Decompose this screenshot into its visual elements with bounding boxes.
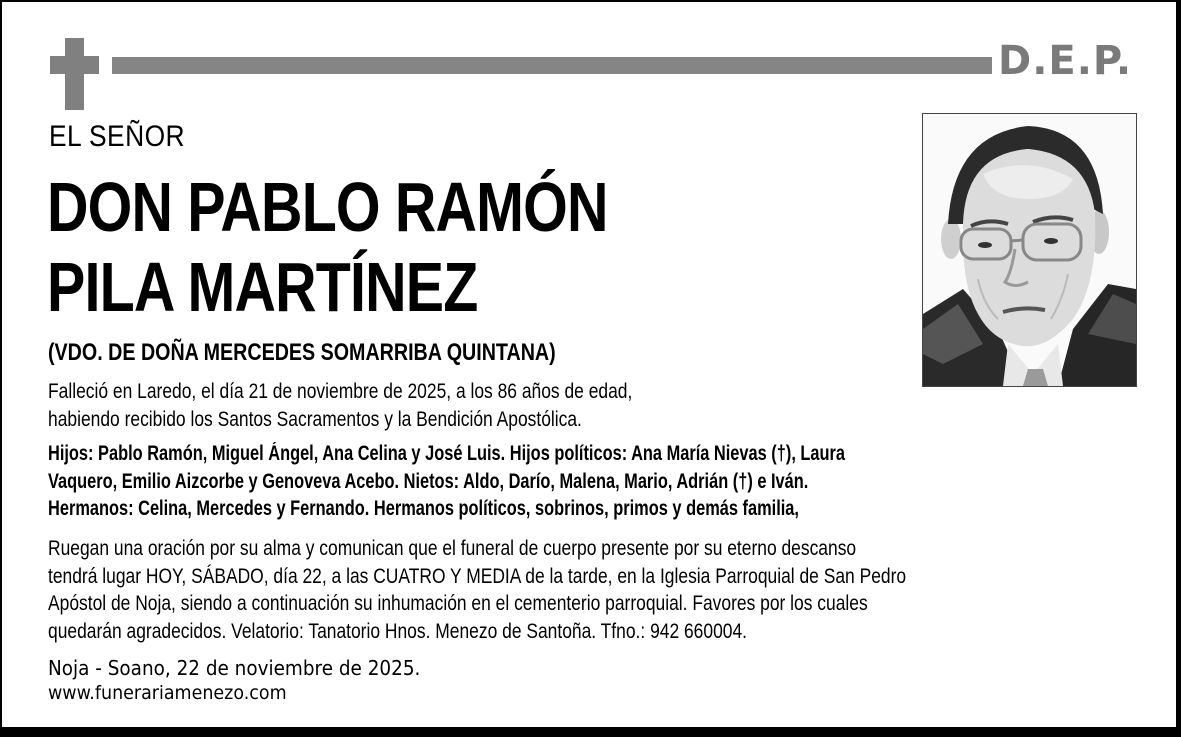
deceased-name-line1: DON PABLO RAMÓN bbox=[47, 168, 608, 246]
website-link[interactable]: www.funerariamenezo.com bbox=[48, 682, 287, 704]
family-line: Vaquero, Emilio Aizcorbe y Genoveva Acebo. Nietos: Aldo, Darío, Malena, Mario, Adrián (†) e Iván. bbox=[48, 469, 809, 493]
family-line: Hijos: Pablo Ramón, Miguel Ángel, Ana Celina y José Luis. Hijos políticos: Ana María Nievas (†), Laura bbox=[48, 442, 846, 465]
place-date: Noja - Soano, 22 de noviembre de 2025. bbox=[48, 656, 421, 680]
funeral-line: quedarán agradecidos. Velatorio: Tanatorio Hnos. Menezo de Santoña. Tfno.: 942 660004. bbox=[48, 619, 748, 643]
family-list bbox=[48, 440, 845, 523]
death-notice-line: Falleció en Laredo, el día 21 de noviembre de 2025, a los 86 años de edad, bbox=[48, 380, 633, 403]
dep-label: D.E.P. bbox=[998, 38, 1133, 84]
deceased-name-line2: PILA MARTÍNEZ bbox=[47, 248, 478, 326]
cross-horizontal-bar bbox=[50, 56, 99, 74]
honorific: EL SEÑOR bbox=[49, 120, 186, 153]
funeral-line: Apóstol de Noja, siendo a continuación su inhumación en el cementerio parroquial. Favores por los cuales bbox=[48, 592, 868, 615]
cross-vertical-bar bbox=[65, 38, 84, 110]
funeral-line: tendrá lugar HOY, SÁBADO, día 22, a las CUATRO Y MEDIA de la tarde, en la Iglesia Parroquial de San Pedro bbox=[48, 564, 907, 588]
portrait-photo bbox=[922, 113, 1137, 387]
death-notice-line: habiendo recibido los Santos Sacramentos y la Bendición Apostólica. bbox=[48, 407, 582, 431]
widower-of: (VDO. DE DOÑA MERCEDES SOMARRIBA QUINTANA) bbox=[48, 339, 556, 366]
funeral-details bbox=[48, 535, 906, 645]
death-notice bbox=[48, 378, 632, 433]
family-line: Hermanos: Celina, Mercedes y Fernando. Hermanos políticos, sobrinos, primos y demás familia, bbox=[48, 497, 799, 520]
portrait-image bbox=[923, 114, 1136, 386]
funeral-line: Ruegan una oración por su alma y comunican que el funeral de cuerpo presente por su eterno descanso bbox=[48, 537, 857, 560]
header-rule bbox=[112, 57, 992, 74]
obituary-notice bbox=[2, 2, 1176, 727]
